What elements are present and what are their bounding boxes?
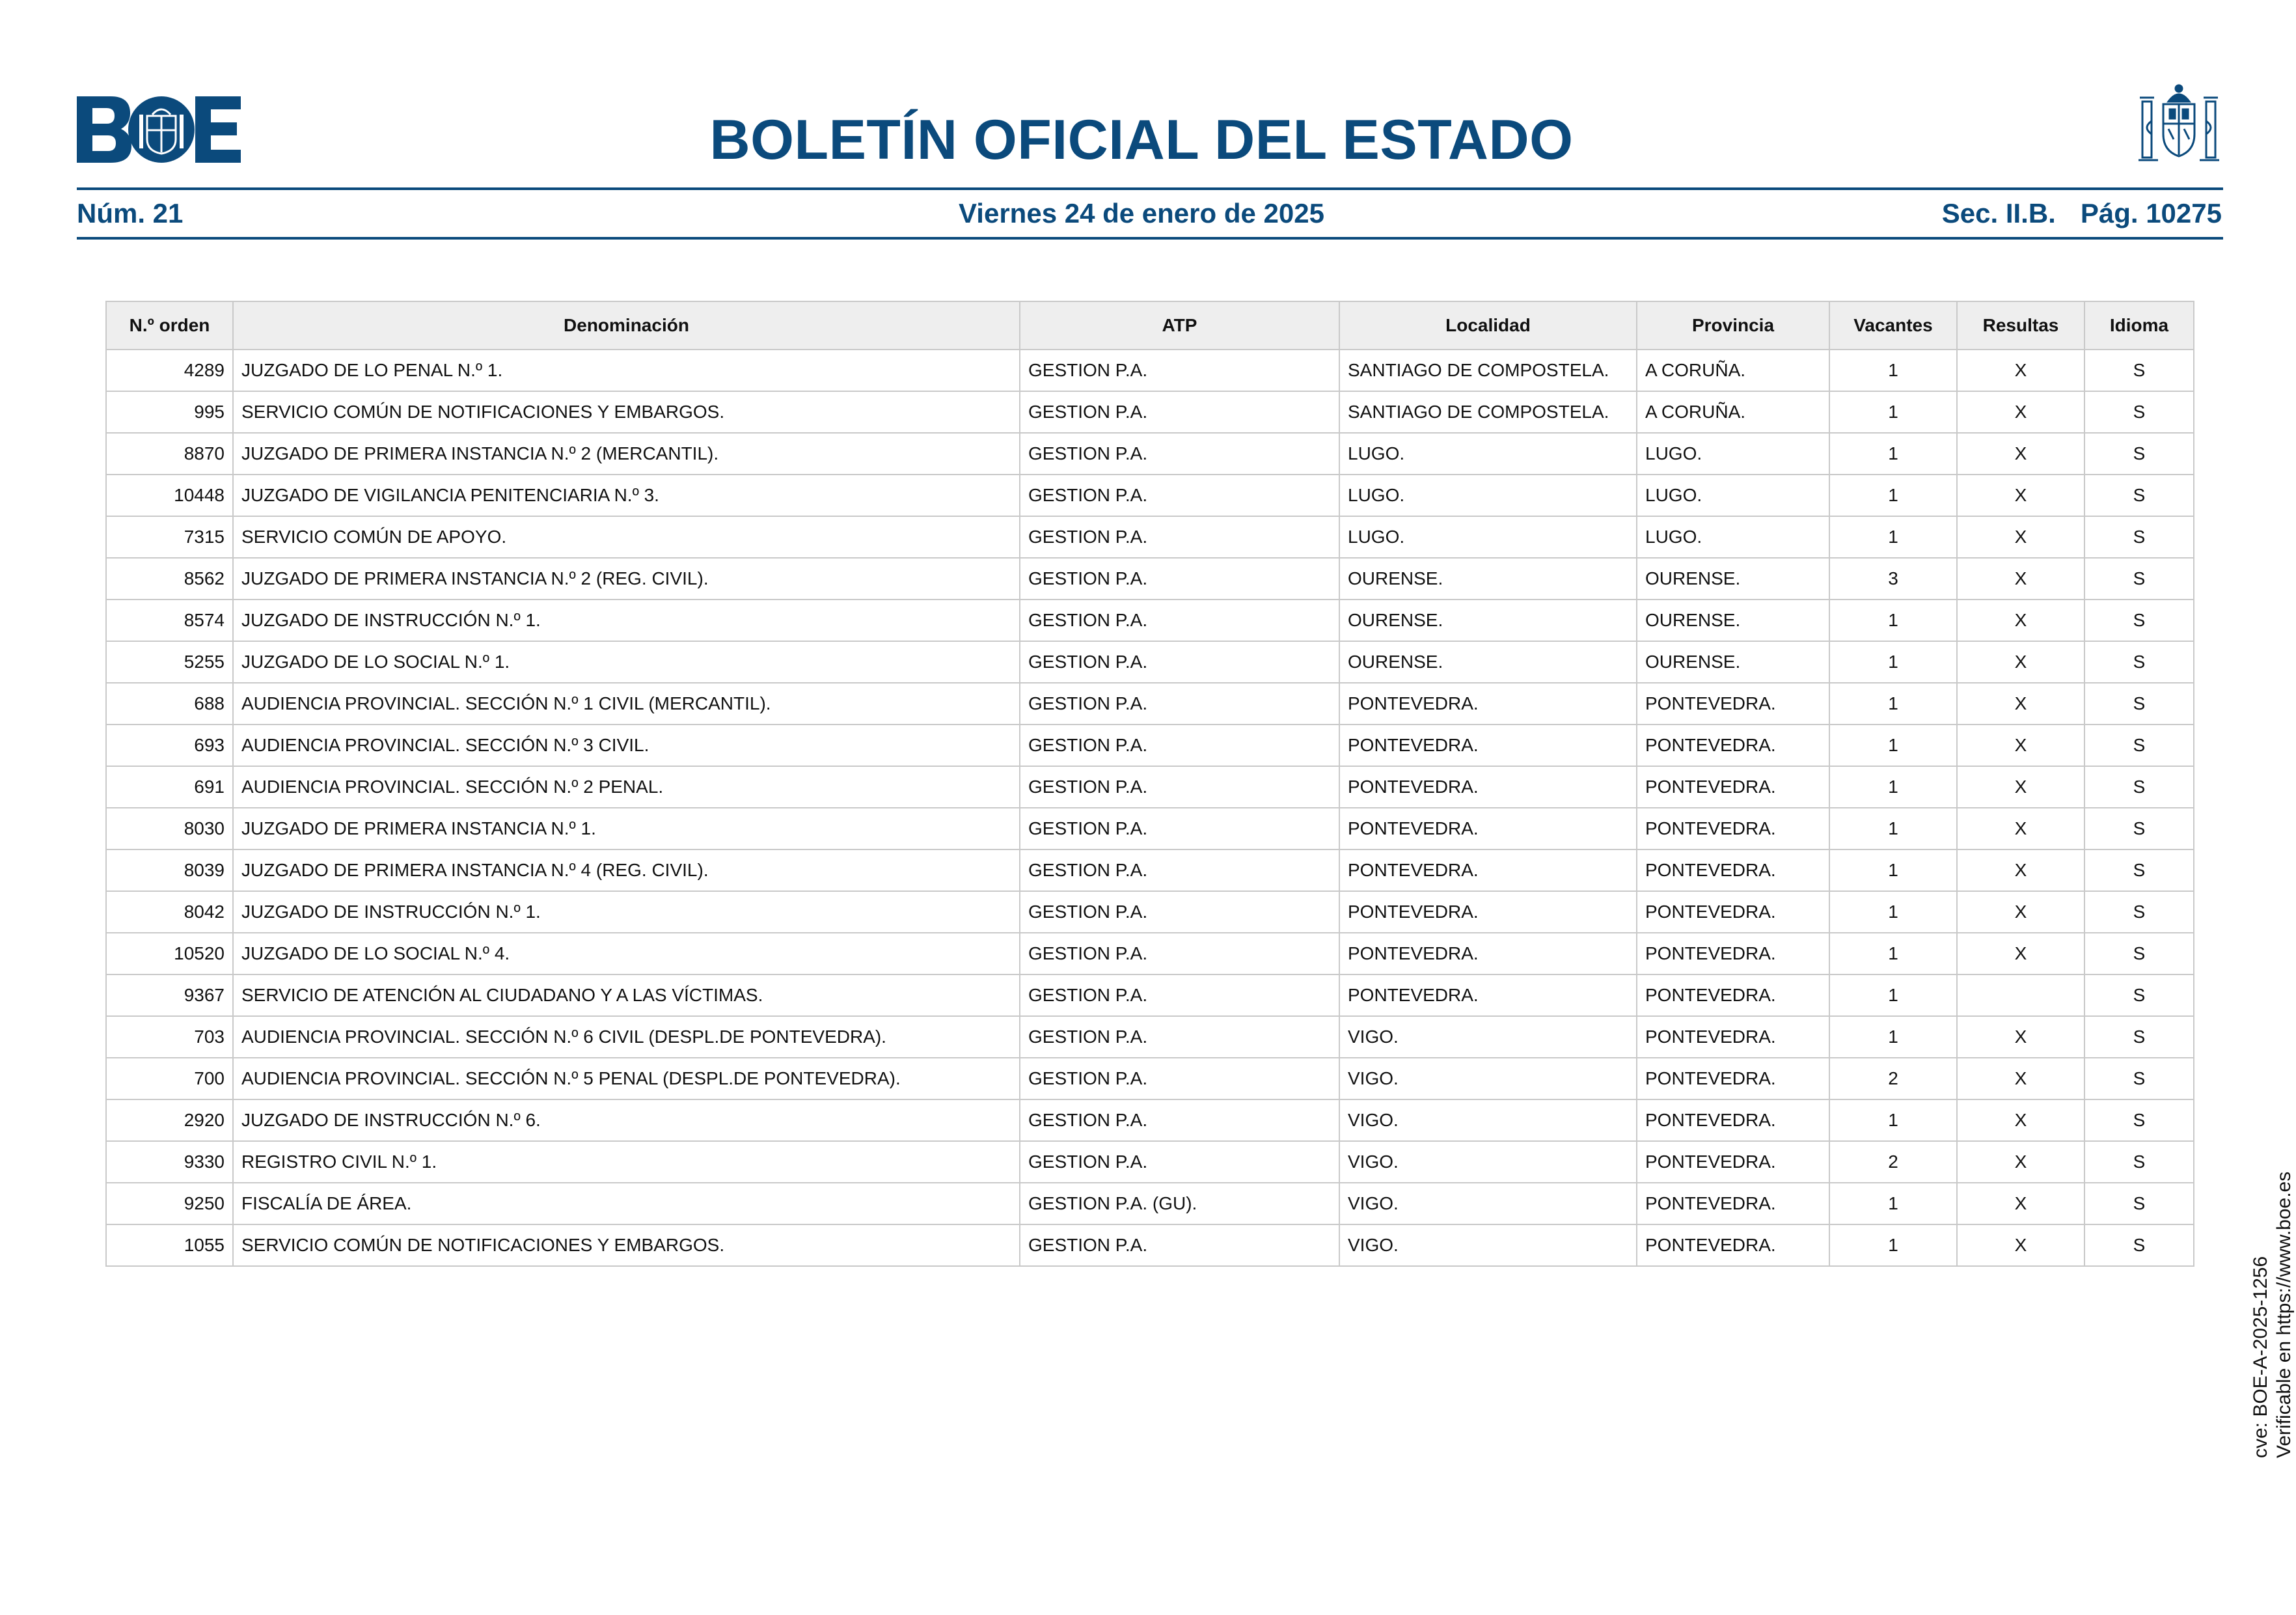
table-cell: S xyxy=(2084,766,2194,808)
table-cell: GESTION P.A. xyxy=(1020,891,1339,933)
table-cell: PONTEVEDRA. xyxy=(1637,766,1829,808)
table-cell: JUZGADO DE PRIMERA INSTANCIA N.º 1. xyxy=(233,808,1020,849)
table-cell: 1 xyxy=(1829,1183,1957,1224)
table-cell: PONTEVEDRA. xyxy=(1637,1016,1829,1058)
table-row xyxy=(106,1224,2194,1266)
table-cell: S xyxy=(2084,1183,2194,1224)
column-header: ATP xyxy=(1020,301,1339,350)
table-cell: PONTEVEDRA. xyxy=(1339,933,1637,974)
table-cell: JUZGADO DE INSTRUCCIÓN N.º 1. xyxy=(233,600,1020,641)
table-cell: PONTEVEDRA. xyxy=(1339,891,1637,933)
table-cell: X xyxy=(1957,725,2084,766)
table-cell: A CORUÑA. xyxy=(1637,350,1829,391)
column-header: N.º orden xyxy=(106,301,233,350)
table-cell: S xyxy=(2084,1224,2194,1266)
table-row xyxy=(106,641,2194,683)
table-cell: S xyxy=(2084,558,2194,600)
table-row xyxy=(106,974,2194,1016)
table-cell: VIGO. xyxy=(1339,1099,1637,1141)
table-cell: GESTION P.A. xyxy=(1020,600,1339,641)
table-cell: LUGO. xyxy=(1339,475,1637,516)
table-cell: GESTION P.A. xyxy=(1020,558,1339,600)
table-cell: GESTION P.A. xyxy=(1020,475,1339,516)
table-cell: GESTION P.A. xyxy=(1020,516,1339,558)
table-cell: GESTION P.A. xyxy=(1020,766,1339,808)
table-cell: GESTION P.A. xyxy=(1020,433,1339,475)
table-row xyxy=(106,766,2194,808)
table-cell: 1 xyxy=(1829,433,1957,475)
table-cell: 1055 xyxy=(106,1224,233,1266)
table-cell: 1 xyxy=(1829,766,1957,808)
issue-number: Núm. 21 xyxy=(77,198,184,228)
table-row xyxy=(106,808,2194,849)
table-cell: SERVICIO COMÚN DE APOYO. xyxy=(233,516,1020,558)
table-cell: PONTEVEDRA. xyxy=(1637,1224,1829,1266)
table-cell: 1 xyxy=(1829,600,1957,641)
table-cell: JUZGADO DE LO SOCIAL N.º 4. xyxy=(233,933,1020,974)
table-cell: S xyxy=(2084,641,2194,683)
table-row xyxy=(106,600,2194,641)
table-cell: VIGO. xyxy=(1339,1141,1637,1183)
table-cell: PONTEVEDRA. xyxy=(1637,725,1829,766)
column-header: Idioma xyxy=(2084,301,2194,350)
table-cell: SERVICIO COMÚN DE NOTIFICACIONES Y EMBARGOS. xyxy=(233,391,1020,433)
table-header-row xyxy=(106,301,2194,350)
table-cell: LUGO. xyxy=(1637,516,1829,558)
table-cell: S xyxy=(2084,391,2194,433)
table-cell: AUDIENCIA PROVINCIAL. SECCIÓN N.º 3 CIVIL. xyxy=(233,725,1020,766)
table-cell: 1 xyxy=(1829,974,1957,1016)
table-cell: 1 xyxy=(1829,391,1957,433)
table-cell: X xyxy=(1957,391,2084,433)
table-cell: PONTEVEDRA. xyxy=(1637,1099,1829,1141)
table-cell: LUGO. xyxy=(1637,433,1829,475)
table-cell: X xyxy=(1957,516,2084,558)
cve-verification xyxy=(2249,1172,2296,1458)
table-cell: 1 xyxy=(1829,725,1957,766)
table-cell: PONTEVEDRA. xyxy=(1339,849,1637,891)
table-cell: OURENSE. xyxy=(1637,641,1829,683)
table-cell: GESTION P.A. xyxy=(1020,641,1339,683)
column-header: Resultas xyxy=(1957,301,2084,350)
table-cell: PONTEVEDRA. xyxy=(1637,808,1829,849)
table-row xyxy=(106,1058,2194,1099)
table-row xyxy=(106,475,2194,516)
table-cell: X xyxy=(1957,475,2084,516)
table-cell: 1 xyxy=(1829,891,1957,933)
table-cell: 1 xyxy=(1829,516,1957,558)
table-cell: 1 xyxy=(1829,350,1957,391)
table-cell: GESTION P.A. xyxy=(1020,1141,1339,1183)
table-row xyxy=(106,849,2194,891)
table-cell: PONTEVEDRA. xyxy=(1339,766,1637,808)
table-cell: PONTEVEDRA. xyxy=(1637,974,1829,1016)
vacancies-table xyxy=(105,301,2194,1267)
table-cell: 8042 xyxy=(106,891,233,933)
table-cell: GESTION P.A. xyxy=(1020,1224,1339,1266)
table-row xyxy=(106,933,2194,974)
table-cell: S xyxy=(2084,891,2194,933)
table-cell: 8562 xyxy=(106,558,233,600)
table-row xyxy=(106,516,2194,558)
table-cell: S xyxy=(2084,350,2194,391)
table-cell: LUGO. xyxy=(1637,475,1829,516)
page-title: BOLETÍN OFICIAL DEL ESTADO xyxy=(709,109,1574,171)
table-cell: 1 xyxy=(1829,683,1957,725)
table-cell: 8039 xyxy=(106,849,233,891)
table-cell: 691 xyxy=(106,766,233,808)
table-cell: PONTEVEDRA. xyxy=(1339,808,1637,849)
table-row xyxy=(106,391,2194,433)
table-cell: 703 xyxy=(106,1016,233,1058)
table-cell: GESTION P.A. (GU). xyxy=(1020,1183,1339,1224)
table-cell: S xyxy=(2084,1058,2194,1099)
table-cell: S xyxy=(2084,1099,2194,1141)
table-cell: X xyxy=(1957,558,2084,600)
table-cell: 2 xyxy=(1829,1058,1957,1099)
table-cell: PONTEVEDRA. xyxy=(1637,683,1829,725)
table-cell: GESTION P.A. xyxy=(1020,683,1339,725)
table-cell: 2920 xyxy=(106,1099,233,1141)
table-row xyxy=(106,891,2194,933)
table-row xyxy=(106,683,2194,725)
table-row xyxy=(106,725,2194,766)
table-cell: S xyxy=(2084,933,2194,974)
table-cell: PONTEVEDRA. xyxy=(1637,1141,1829,1183)
table-cell: JUZGADO DE VIGILANCIA PENITENCIARIA N.º 3. xyxy=(233,475,1020,516)
header-rule-bottom xyxy=(77,237,2223,240)
table-cell: VIGO. xyxy=(1339,1183,1637,1224)
table-cell: GESTION P.A. xyxy=(1020,391,1339,433)
table-cell: OURENSE. xyxy=(1339,558,1637,600)
table-row xyxy=(106,1183,2194,1224)
table-cell: X xyxy=(1957,808,2084,849)
column-header: Provincia xyxy=(1637,301,1829,350)
table-cell: OURENSE. xyxy=(1339,641,1637,683)
table-cell: 9250 xyxy=(106,1183,233,1224)
table-row xyxy=(106,1099,2194,1141)
table-cell: SERVICIO COMÚN DE NOTIFICACIONES Y EMBARGOS. xyxy=(233,1224,1020,1266)
table-cell: PONTEVEDRA. xyxy=(1339,725,1637,766)
table-cell: X xyxy=(1957,1058,2084,1099)
table-cell: 9367 xyxy=(106,974,233,1016)
table-cell: GESTION P.A. xyxy=(1020,1016,1339,1058)
table-cell: OURENSE. xyxy=(1637,558,1829,600)
table-row xyxy=(106,433,2194,475)
table-cell: GESTION P.A. xyxy=(1020,725,1339,766)
table-cell: AUDIENCIA PROVINCIAL. SECCIÓN N.º 5 PENAL (DESPL.DE PONTEVEDRA). xyxy=(233,1058,1020,1099)
table-cell: X xyxy=(1957,766,2084,808)
table-cell: VIGO. xyxy=(1339,1016,1637,1058)
table-cell: X xyxy=(1957,600,2084,641)
table-cell: 2 xyxy=(1829,1141,1957,1183)
table-row xyxy=(106,1141,2194,1183)
table-cell: 4289 xyxy=(106,350,233,391)
table-cell: JUZGADO DE PRIMERA INSTANCIA N.º 2 (MERCANTIL). xyxy=(233,433,1020,475)
table-cell: GESTION P.A. xyxy=(1020,974,1339,1016)
table-cell: X xyxy=(1957,1141,2084,1183)
table-cell: 7315 xyxy=(106,516,233,558)
table-cell: 995 xyxy=(106,391,233,433)
table-cell: SANTIAGO DE COMPOSTELA. xyxy=(1339,391,1637,433)
column-header: Vacantes xyxy=(1829,301,1957,350)
table-cell: S xyxy=(2084,475,2194,516)
table-cell: FISCALÍA DE ÁREA. xyxy=(233,1183,1020,1224)
table-cell: X xyxy=(1957,1016,2084,1058)
table-cell: S xyxy=(2084,725,2194,766)
verify-url: Verificable en https://www.boe.es xyxy=(2273,1171,2295,1458)
table-cell: 8030 xyxy=(106,808,233,849)
table-cell: 693 xyxy=(106,725,233,766)
table-cell: PONTEVEDRA. xyxy=(1339,974,1637,1016)
table-cell: X xyxy=(1957,641,2084,683)
table-cell: S xyxy=(2084,600,2194,641)
table-cell: 3 xyxy=(1829,558,1957,600)
table-row xyxy=(106,1016,2194,1058)
table-row xyxy=(106,350,2194,391)
table-cell: REGISTRO CIVIL N.º 1. xyxy=(233,1141,1020,1183)
table-cell: 8574 xyxy=(106,600,233,641)
table-cell: X xyxy=(1957,1224,2084,1266)
table-cell: GESTION P.A. xyxy=(1020,849,1339,891)
table-cell: 688 xyxy=(106,683,233,725)
table-body xyxy=(106,350,2194,1266)
table-cell: 1 xyxy=(1829,808,1957,849)
table-cell: GESTION P.A. xyxy=(1020,1099,1339,1141)
table-cell: LUGO. xyxy=(1339,433,1637,475)
table-cell: S xyxy=(2084,683,2194,725)
table-cell: X xyxy=(1957,683,2084,725)
table-cell: 700 xyxy=(106,1058,233,1099)
table-cell: SERVICIO DE ATENCIÓN AL CIUDADANO Y A LAS VÍCTIMAS. xyxy=(233,974,1020,1016)
table-cell: PONTEVEDRA. xyxy=(1339,683,1637,725)
table-cell: 1 xyxy=(1829,475,1957,516)
table-row xyxy=(106,558,2194,600)
table-cell: S xyxy=(2084,974,2194,1016)
table-cell: 8870 xyxy=(106,433,233,475)
page-number: Pág. 10275 xyxy=(2080,198,2222,228)
column-header: Denominación xyxy=(233,301,1020,350)
column-header: Localidad xyxy=(1339,301,1637,350)
table-cell: X xyxy=(1957,1099,2084,1141)
table-cell: OURENSE. xyxy=(1339,600,1637,641)
issue-date: Viernes 24 de enero de 2025 xyxy=(959,198,1324,228)
table-cell: PONTEVEDRA. xyxy=(1637,891,1829,933)
table-cell: JUZGADO DE LO SOCIAL N.º 1. xyxy=(233,641,1020,683)
table-cell: 1 xyxy=(1829,1099,1957,1141)
table-cell: PONTEVEDRA. xyxy=(1637,1183,1829,1224)
table-cell: JUZGADO DE PRIMERA INSTANCIA N.º 4 (REG. CIVIL). xyxy=(233,849,1020,891)
table-cell: 5255 xyxy=(106,641,233,683)
table-cell: S xyxy=(2084,849,2194,891)
table-cell: JUZGADO DE LO PENAL N.º 1. xyxy=(233,350,1020,391)
table-cell: X xyxy=(1957,891,2084,933)
table-cell: JUZGADO DE PRIMERA INSTANCIA N.º 2 (REG. CIVIL). xyxy=(233,558,1020,600)
table-cell: S xyxy=(2084,1016,2194,1058)
table-cell: 1 xyxy=(1829,933,1957,974)
section-page xyxy=(1942,198,2222,229)
cve-code: cve: BOE-A-2025-1256 xyxy=(2250,1256,2271,1458)
table-cell: PONTEVEDRA. xyxy=(1637,1058,1829,1099)
table-cell: S xyxy=(2084,433,2194,475)
table-cell: LUGO. xyxy=(1339,516,1637,558)
table-cell: SANTIAGO DE COMPOSTELA. xyxy=(1339,350,1637,391)
table-cell: GESTION P.A. xyxy=(1020,350,1339,391)
table-cell: JUZGADO DE INSTRUCCIÓN N.º 6. xyxy=(233,1099,1020,1141)
table-cell: S xyxy=(2084,808,2194,849)
table-cell: 1 xyxy=(1829,1016,1957,1058)
table-cell: 10448 xyxy=(106,475,233,516)
table-cell: AUDIENCIA PROVINCIAL. SECCIÓN N.º 2 PENAL. xyxy=(233,766,1020,808)
table-cell: VIGO. xyxy=(1339,1058,1637,1099)
table-cell: GESTION P.A. xyxy=(1020,933,1339,974)
table-cell: 10520 xyxy=(106,933,233,974)
table-cell: S xyxy=(2084,1141,2194,1183)
table-cell: X xyxy=(1957,350,2084,391)
table-cell: JUZGADO DE INSTRUCCIÓN N.º 1. xyxy=(233,891,1020,933)
table-cell: S xyxy=(2084,516,2194,558)
table-cell: 1 xyxy=(1829,641,1957,683)
table-cell: 1 xyxy=(1829,849,1957,891)
table-cell xyxy=(1957,974,2084,1016)
table-cell: PONTEVEDRA. xyxy=(1637,933,1829,974)
table-cell: X xyxy=(1957,433,2084,475)
table-cell: VIGO. xyxy=(1339,1224,1637,1266)
table-cell: 1 xyxy=(1829,1224,1957,1266)
table-cell: 9330 xyxy=(106,1141,233,1183)
table-cell: OURENSE. xyxy=(1637,600,1829,641)
section-label: Sec. II.B. xyxy=(1941,198,2056,228)
table-cell: GESTION P.A. xyxy=(1020,808,1339,849)
table-cell: AUDIENCIA PROVINCIAL. SECCIÓN N.º 6 CIVIL (DESPL.DE PONTEVEDRA). xyxy=(233,1016,1020,1058)
table-cell: X xyxy=(1957,1183,2084,1224)
table-cell: A CORUÑA. xyxy=(1637,391,1829,433)
table-cell: AUDIENCIA PROVINCIAL. SECCIÓN N.º 1 CIVIL (MERCANTIL). xyxy=(233,683,1020,725)
header-rule-top xyxy=(77,187,2223,190)
table-cell: X xyxy=(1957,933,2084,974)
table-cell: GESTION P.A. xyxy=(1020,1058,1339,1099)
table-cell: PONTEVEDRA. xyxy=(1637,849,1829,891)
table-cell: X xyxy=(1957,849,2084,891)
